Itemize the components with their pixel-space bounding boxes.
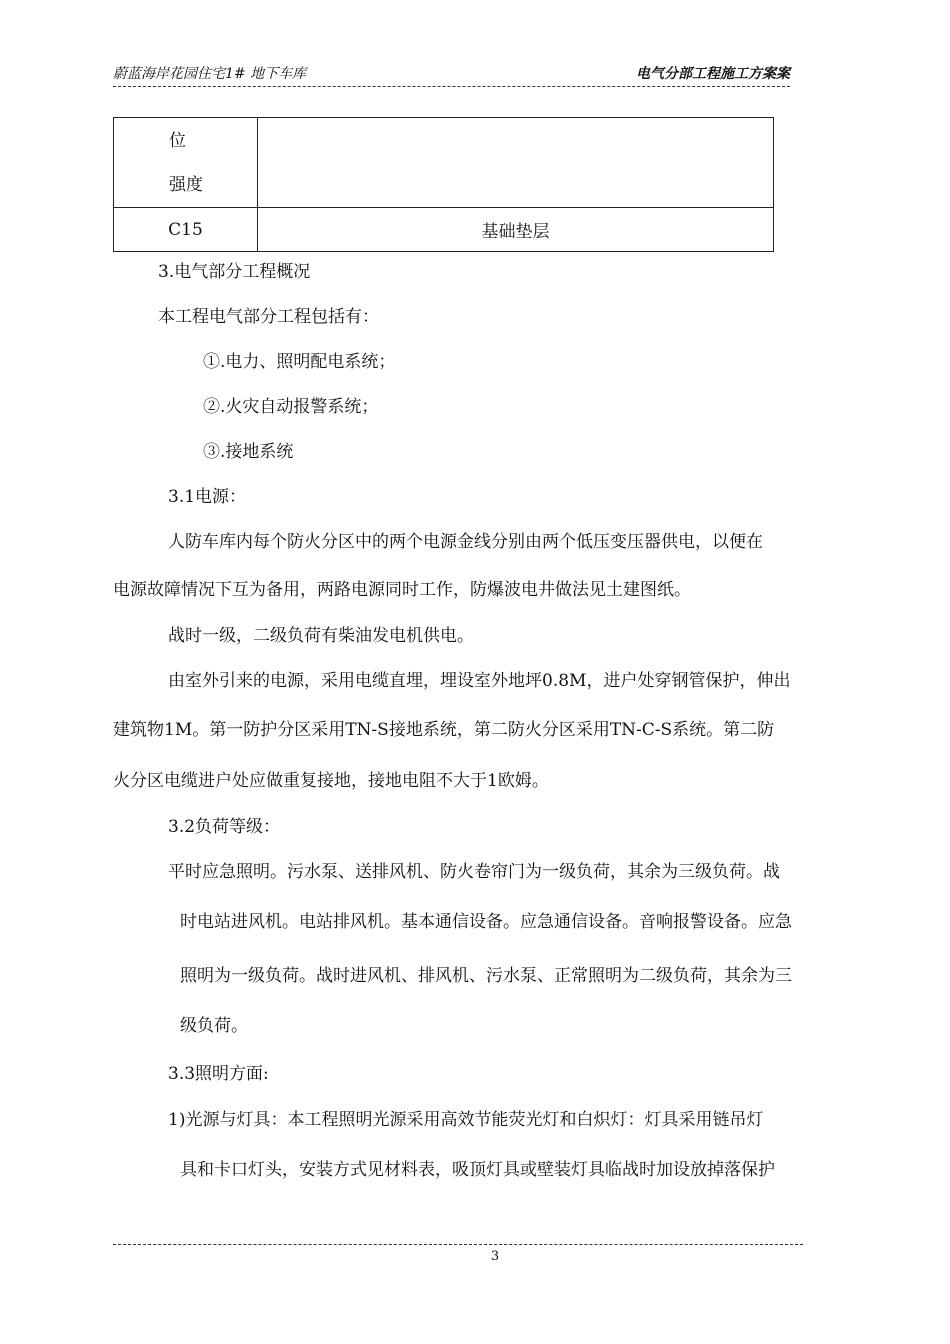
paragraph-line: 平时应急照明。污水泵、送排风机、防火卷帘门为一级负荷，其余为三级负荷。战 <box>168 862 780 882</box>
paragraph-line: 1)光源与灯具：本工程照明光源采用高效节能荧光灯和白炽灯：灯具采用链吊灯 <box>168 1110 764 1130</box>
section-heading: 3.1电源： <box>168 487 247 507</box>
paragraph: 本工程电气部分工程包括有： <box>158 307 379 327</box>
paragraph-line: 建筑物1M。第一防护分区采用TN-S接地系统，第二防火分区采用TN-C-S系统。第二防 <box>113 720 775 740</box>
concrete-strength-table <box>113 117 774 252</box>
paragraph-line: 由室外引来的电源，采用电缆直埋，埋设室外地坪0.8M，进户处穿钢管保护，伸出 <box>168 671 791 691</box>
table-row <box>114 118 774 208</box>
table-cell <box>114 118 258 208</box>
list-item: ①.电力、照明配电系统； <box>203 352 396 372</box>
paragraph-line: 火分区电缆进户处应做重复接地，接地电阻不大于1欧姆。 <box>113 771 549 791</box>
paragraph-line: 电源故障情况下互为备用，两路电源同时工作，防爆波电井做法见土建图纸。 <box>113 580 691 600</box>
section-heading: 3.2负荷等级： <box>168 817 281 837</box>
section-heading: 3.电气部分工程概况 <box>158 262 311 282</box>
table-cell: 基础垫层 <box>258 208 774 252</box>
table-cell-text: 位 <box>169 130 186 151</box>
header-project-name: 蔚蓝海岸花园住宅1# 地下车库 <box>113 66 307 82</box>
paragraph-line: 人防车库内每个防火分区中的两个电源金线分别由两个低压变压器供电，以便在 <box>168 532 763 552</box>
header-document-title: 电气分部工程施工方案案 <box>636 66 790 82</box>
page-header <box>113 62 790 87</box>
section-heading: 3.3照明方面: <box>168 1064 269 1084</box>
paragraph-line: 具和卡口灯头，安装方式见材料表，吸顶灯具或壁装灯具临战时加设放掉落保护 <box>180 1160 775 1180</box>
page-number: 3 <box>490 1249 500 1264</box>
paragraph-line: 照明为一级负荷。战时进风机、排风机、污水泵、正常照明为二级负荷，其余为三 <box>180 966 792 986</box>
footer-rule <box>113 1244 803 1245</box>
table-cell-text: 强度 <box>169 174 203 195</box>
paragraph-line: 级负荷。 <box>180 1016 248 1036</box>
list-item: ③.接地系统 <box>203 442 294 462</box>
paragraph: 战时一级，二级负荷有柴油发电机供电。 <box>168 626 474 646</box>
table-cell <box>258 118 774 208</box>
table-row <box>114 208 774 252</box>
list-item: ②.火灾自动报警系统； <box>203 397 379 417</box>
table-cell: C15 <box>114 208 258 252</box>
paragraph-line: 时电站进风机。电站排风机。基本通信设备。应急通信设备。音响报警设备。应急 <box>180 912 792 932</box>
